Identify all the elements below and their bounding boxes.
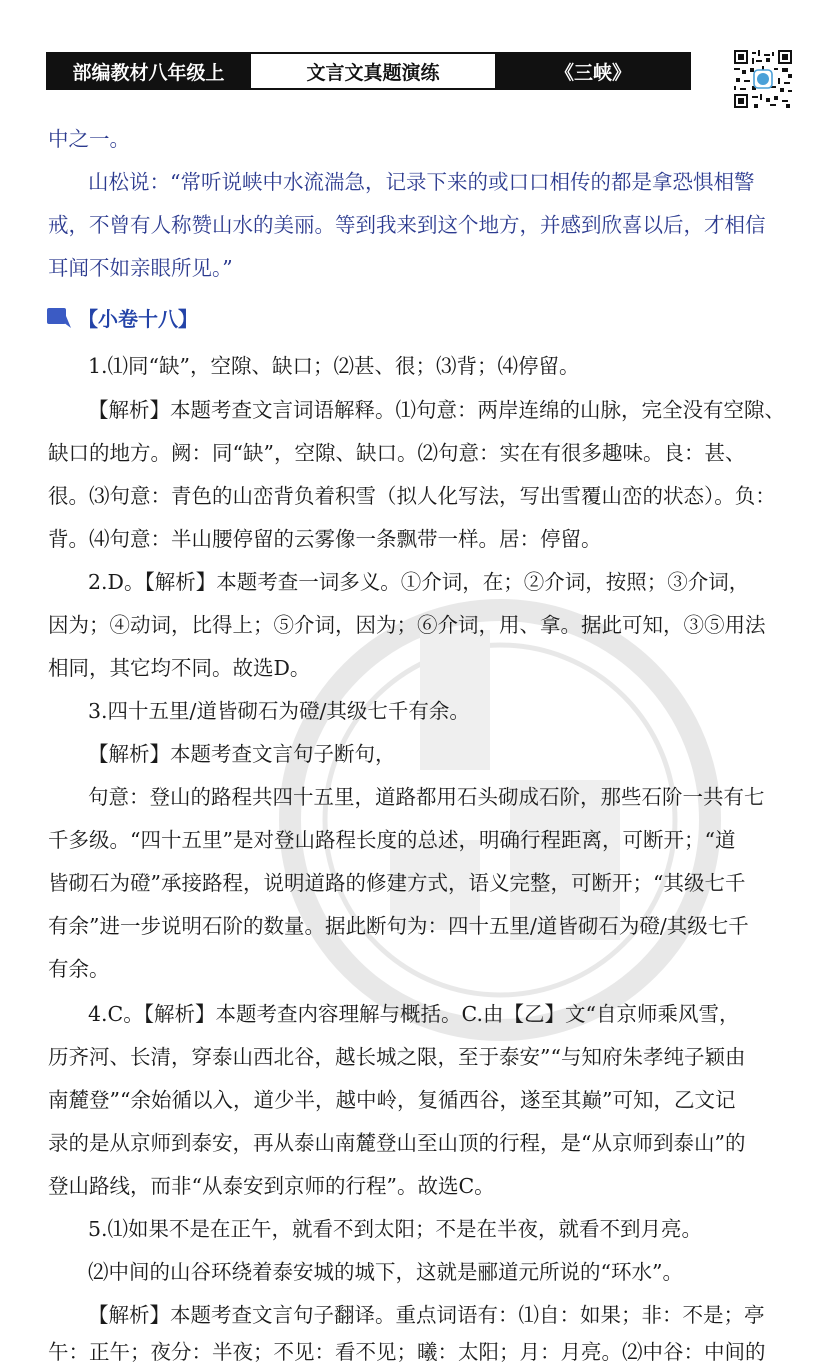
translation-line: 中之一。: [48, 127, 130, 151]
answer-line: 背。⑷句意：半山腰停留的云雾像一条飘带一样。居：停留。: [48, 527, 602, 551]
header-lesson: 《三峡》: [497, 54, 689, 88]
bookmark-icon: [46, 306, 72, 330]
section-header: [46, 303, 198, 332]
answer-line: 南麓登”“余始循以入，道少半，越中岭，复循西谷，遂至其巅”可知，乙文记: [48, 1088, 736, 1112]
answer-line: 有余。: [48, 957, 110, 981]
answer-line: 登山路线，而非“从泰安到京师的行程”。故选C。: [48, 1174, 495, 1198]
translation-line: 戒，不曾有人称赞山水的美丽。等到我来到这个地方，并感到欣喜以后，才相信: [48, 213, 766, 237]
section-title: 【小卷十八】: [78, 307, 198, 331]
answer-line: 因为；④动词，比得上；⑤介词，因为；⑥介词，用、拿。据此可知，③⑤用法: [48, 613, 766, 637]
answer-line: 【解析】本题考查文言句子翻译。重点词语有：⑴自：如果；非：不是；亭: [88, 1303, 765, 1327]
answer-line: 【解析】本题考查文言句子断句，: [88, 742, 396, 766]
answer-line: 有余”进一步说明石阶的数量。据此断句为：四十五里/道皆砌石为磴/其级七千: [48, 914, 749, 938]
answer-line: 1.⑴同“缺”，空隙、缺口；⑵甚、很；⑶背；⑷停留。: [88, 354, 580, 378]
answer-line: 5.⑴如果不是在正午，就看不到太阳；不是在半夜，就看不到月亮。: [88, 1217, 703, 1241]
answer-line: 午：正午；夜分：半夜；不见：看不见；曦：太阳；月：月亮。⑵中谷：中间的: [48, 1340, 766, 1364]
qr-code-icon: [734, 50, 792, 108]
header-bar: [46, 52, 691, 90]
answer-line: 皆砌石为磴”承接路程，说明道路的修建方式，语义完整，可断开；“其级七千: [48, 871, 746, 895]
answer-line: 千多级。“四十五里”是对登山路程长度的总述，明确行程距离，可断开；“道: [48, 828, 736, 852]
seal-watermark-icon: [270, 590, 730, 1050]
answer-line: 相同，其它均不同。故选D。: [48, 656, 311, 680]
answer-line: 缺口的地方。阙：同“缺”，空隙、缺口。⑵句意：实在有很多趣味。良：甚、: [48, 441, 746, 465]
answer-line: 3.四十五里/道皆砌石为磴/其级七千有余。: [88, 699, 470, 723]
answer-line: 很。⑶句意：青色的山峦背负着积雪（拟人化写法，写出雪覆山峦的状态）。负：: [48, 484, 776, 508]
answer-line: 4.C。【解析】本题考查内容理解与概括。C.由【乙】文“自京师乘风雪，: [88, 1002, 740, 1026]
answer-line: 句意：登山的路程共四十五里，道路都用石头砌成石阶，那些石阶一共有七: [88, 785, 765, 809]
translation-line: 山松说：“常听说峡中水流湍急，记录下来的或口口相传的都是拿恐惧相警: [88, 170, 755, 194]
translation-line: 耳闻不如亲眼所见。”: [48, 256, 233, 280]
answer-line: 历齐河、长清，穿泰山西北谷，越长城之限，至于泰安”“与知府朱孝纯子颖由: [48, 1045, 746, 1069]
header-grade: 部编教材八年级上: [48, 54, 249, 88]
answer-line: 【解析】本题考查文言词语解释。⑴句意：两岸连绵的山脉，完全没有空隙、: [88, 398, 785, 422]
answer-line: ⑵中间的山谷环绕着泰安城的城下，这就是郦道元所说的“环水”。: [88, 1260, 683, 1284]
answer-line: 录的是从京师到泰安，再从泰山南麓登山至山顶的行程，是“从京师到泰山”的: [48, 1131, 746, 1155]
answer-line: 2.D。【解析】本题考查一词多义。①介词，在；②介词，按照；③介词，: [88, 570, 750, 594]
header-title: 文言文真题演练: [249, 54, 497, 88]
